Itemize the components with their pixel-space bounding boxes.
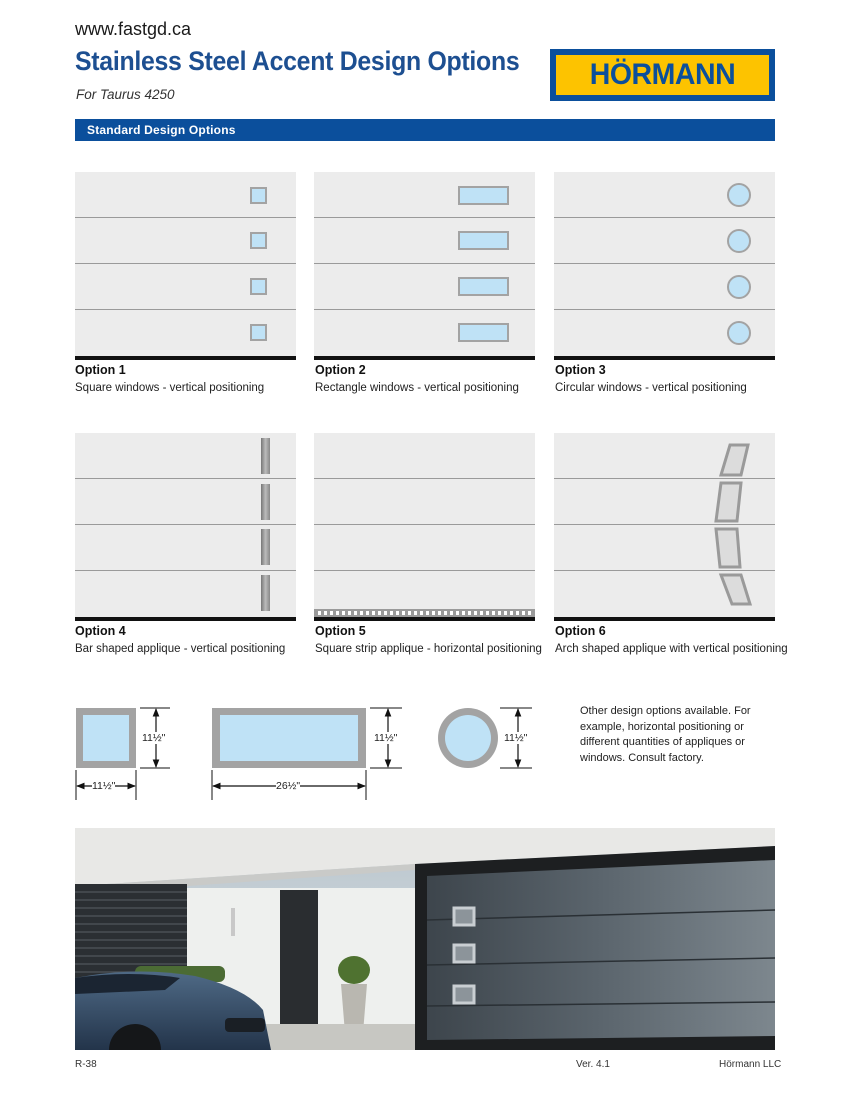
dimension-diagrams xyxy=(70,700,540,805)
circular-window-icon xyxy=(727,321,751,345)
square-height-label: 11½" xyxy=(142,732,166,744)
section-header-label: Standard Design Options xyxy=(87,123,236,137)
section-header-bar xyxy=(75,119,775,141)
option-2-door-panel xyxy=(314,172,535,360)
logo-text: HÖRMANN xyxy=(589,58,736,91)
option-3-title: Option 3 xyxy=(555,363,606,377)
option-4-desc: Bar shaped applique - vertical positioning xyxy=(75,643,286,655)
square-window-icon xyxy=(250,187,267,204)
option-5-door-panel xyxy=(314,433,535,621)
company-label: Hörmann LLC xyxy=(719,1059,782,1070)
bar-applique-icon xyxy=(261,484,270,520)
rectangle-window-icon xyxy=(458,277,509,296)
strip-squares-pattern xyxy=(318,611,531,615)
option-1-desc: Square windows - vertical positioning xyxy=(75,382,265,394)
version-label: Ver. 4.1 xyxy=(576,1059,610,1070)
page-subtitle: For Taurus 4250 xyxy=(76,87,175,102)
site-url: www.fastgd.ca xyxy=(75,19,192,39)
circle-height-label: 11½" xyxy=(504,732,528,744)
square-width-label: 11½" xyxy=(92,780,116,792)
option-5-title: Option 5 xyxy=(315,624,366,638)
other-options-note: Other design options available. For example, horizontal positioning or different quantities of appliques or windows. Consult factory. xyxy=(580,705,751,764)
arch-applique-icon xyxy=(554,433,775,617)
bar-applique-icon xyxy=(261,575,270,611)
option-6-door-panel xyxy=(554,433,775,621)
option-3-door-panel xyxy=(554,172,775,360)
garage-house-photo xyxy=(75,828,775,1050)
option-6-title: Option 6 xyxy=(555,624,606,638)
rectangle-window-icon xyxy=(458,231,509,250)
option-5-desc: Square strip applique - horizontal positioning xyxy=(315,643,542,655)
hormann-logo xyxy=(550,49,775,101)
rectangle-width-label: 26½" xyxy=(276,780,301,792)
option-2-desc: Rectangle windows - vertical positioning xyxy=(315,382,519,394)
option-1-title: Option 1 xyxy=(75,363,126,377)
option-4-title: Option 4 xyxy=(75,624,126,638)
option-6-desc: Arch shaped applique with vertical positioning xyxy=(555,643,788,655)
rectangle-window-icon xyxy=(458,323,509,342)
square-window-icon xyxy=(250,232,267,249)
page-title: Stainless Steel Accent Design Options xyxy=(75,46,520,76)
page-number: R-38 xyxy=(75,1059,97,1070)
option-4-door-panel xyxy=(75,433,296,621)
rectangle-window-icon xyxy=(458,186,509,205)
bar-applique-icon xyxy=(261,529,270,565)
square-window-icon xyxy=(250,278,267,295)
square-window-icon xyxy=(250,324,267,341)
option-2-title: Option 2 xyxy=(315,363,366,377)
rectangle-height-label: 11½" xyxy=(374,732,398,744)
bar-applique-icon xyxy=(261,438,270,474)
circular-window-icon xyxy=(727,183,751,207)
circular-window-icon xyxy=(727,229,751,253)
circular-window-icon xyxy=(727,275,751,299)
option-3-desc: Circular windows - vertical positioning xyxy=(555,382,747,394)
option-1-door-panel xyxy=(75,172,296,360)
